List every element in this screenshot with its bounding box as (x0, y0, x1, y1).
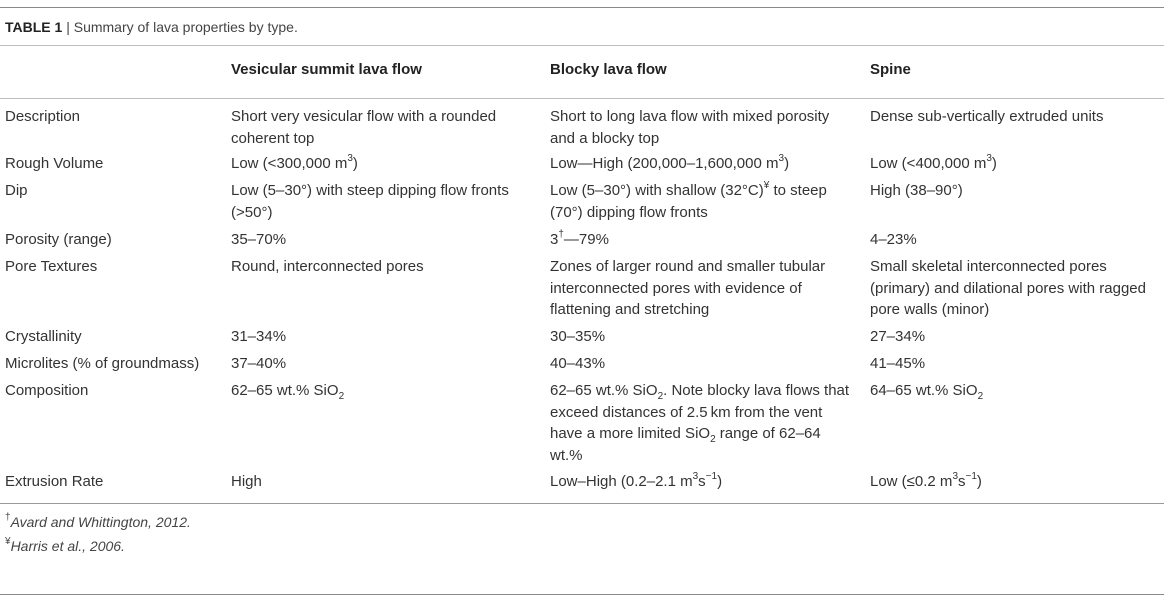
table-cell (870, 106, 1160, 128)
footnote-avard (5, 514, 191, 530)
cell-text: 37–40% (231, 355, 287, 372)
table-cell (870, 471, 1160, 493)
cell-text: 40–43% (550, 355, 606, 372)
table-bottom-rule (0, 503, 1164, 504)
table-cell (870, 326, 1160, 348)
cell-text: to steep (70°) dipping flow fronts (550, 182, 827, 221)
table-cell (231, 229, 536, 251)
table-cell (870, 229, 1160, 251)
footnote-mark: ¥ (5, 536, 11, 548)
row-label: Description (5, 108, 81, 125)
table-cell (870, 353, 1160, 375)
cell-text: Low (<400,000 m (870, 155, 987, 172)
table-cell (550, 229, 855, 251)
table-cell (231, 256, 536, 278)
caption-rule (0, 45, 1164, 46)
cell-text: 41–45% (870, 355, 926, 372)
cell-text: ) (717, 473, 723, 490)
table-cell (231, 153, 536, 175)
cell-text: Zones of larger round and smaller tubular interconnected pores with evidence of flattening and stretching (550, 258, 826, 318)
table-cell (870, 153, 1160, 175)
cell-text: 62–65 wt.% SiO (231, 382, 339, 399)
table-cell (550, 180, 855, 223)
table-cell (550, 353, 855, 375)
table-cell (550, 380, 855, 466)
row-label: Microlites (% of groundmass) (5, 355, 200, 372)
row-label: Pore Textures (5, 258, 98, 275)
subscript: 2 (977, 391, 984, 402)
table-cell (550, 106, 855, 149)
caption-text: Summary of lava properties by type. (73, 19, 298, 35)
row-label: Rough Volume (5, 155, 104, 172)
table-cell (870, 256, 1160, 321)
cell-text: Low (5–30°) with steep dipping flow fronts (>50°) (231, 182, 509, 221)
subscript: 2 (710, 434, 716, 445)
table-cell (231, 471, 536, 493)
footnote-text: Harris et al., 2006. (10, 538, 125, 554)
superscript: 3 (347, 153, 353, 164)
superscript: ¥ (763, 180, 770, 191)
cell-text: Low (<300,000 m (231, 155, 348, 172)
superscript: 3 (692, 471, 699, 482)
cell-text: Low (≤0.2 m (870, 473, 953, 490)
cell-text: Low (5–30°) with shallow (32°C) (550, 182, 764, 199)
cell-text: 64–65 wt.% SiO (870, 382, 978, 399)
subscript: 2 (657, 391, 664, 402)
cell-text: High (231, 473, 262, 490)
row-label: Dip (5, 182, 28, 199)
table-cell (550, 471, 855, 493)
column-header-vesicular: Vesicular summit lava flow (231, 61, 422, 78)
table-cell (550, 256, 855, 321)
cell-text: Low—High (200,000–1,600,000 m (550, 155, 779, 172)
table-label: TABLE 1 (5, 19, 63, 35)
row-label: Composition (5, 382, 89, 399)
table-cell (550, 153, 855, 175)
row-label: Extrusion Rate (5, 473, 104, 490)
cell-text: —79% (563, 231, 609, 248)
footnote-harris (5, 538, 125, 554)
table-cell (550, 326, 855, 348)
row-label: Crystallinity (5, 328, 82, 345)
row-label: Porosity (range) (5, 231, 112, 248)
table-cell (231, 326, 536, 348)
cell-text: Low–High (0.2–2.1 m (550, 473, 693, 490)
superscript: † (558, 229, 564, 240)
table-cell (231, 180, 536, 223)
superscript: −1 (705, 471, 718, 482)
table-cell (870, 180, 1160, 202)
table-cell (231, 106, 536, 149)
caption-separator: | (66, 19, 70, 35)
cell-text: 31–34% (231, 328, 287, 345)
column-header-spine: Spine (870, 61, 911, 78)
header-rule (0, 98, 1164, 99)
cell-text: High (38–90°) (870, 182, 963, 199)
table-cell (231, 380, 536, 402)
footnote-mark: † (5, 512, 11, 524)
cell-text: ) (991, 155, 997, 172)
cell-text: 62–65 wt.% SiO (550, 382, 658, 399)
cell-text: ) (976, 473, 982, 490)
cell-text: range of 62–64 wt.% (550, 425, 821, 464)
superscript: −1 (965, 471, 977, 482)
table-cell (231, 353, 536, 375)
table-cell (870, 380, 1160, 402)
superscript: 3 (986, 153, 992, 164)
cell-text: Round, interconnected pores (231, 258, 424, 275)
cell-text: Short to long lava flow with mixed porosity and a blocky top (550, 108, 830, 147)
cell-text: Dense sub-vertically extruded units (870, 108, 1104, 125)
cell-text: . Note blocky lava flows that exceed distances of 2.5 km from the vent have a more limited SiO (550, 382, 850, 442)
cell-text: ) (784, 155, 790, 172)
cell-text: 30–35% (550, 328, 606, 345)
cell-text: 35–70% (231, 231, 287, 248)
column-header-blocky: Blocky lava flow (550, 61, 667, 78)
superscript: 3 (778, 153, 785, 164)
cell-text: 4–23% (870, 231, 917, 248)
cell-text: 3 (550, 231, 559, 248)
subscript: 2 (338, 391, 345, 402)
cell-text: Small skeletal interconnected pores (primary) and dilational pores with ragged pore walls (minor) (870, 258, 1146, 318)
page-bottom-rule (0, 594, 1164, 595)
cell-text: s (698, 473, 706, 490)
top-rule (0, 7, 1164, 8)
cell-text: s (958, 473, 966, 490)
superscript: 3 (952, 471, 958, 482)
cell-text: ) (352, 155, 358, 172)
cell-text: 27–34% (870, 328, 926, 345)
table-caption (5, 19, 298, 35)
footnote-text: Avard and Whittington, 2012. (10, 514, 191, 530)
cell-text: Short very vesicular flow with a rounded coherent top (231, 108, 497, 147)
